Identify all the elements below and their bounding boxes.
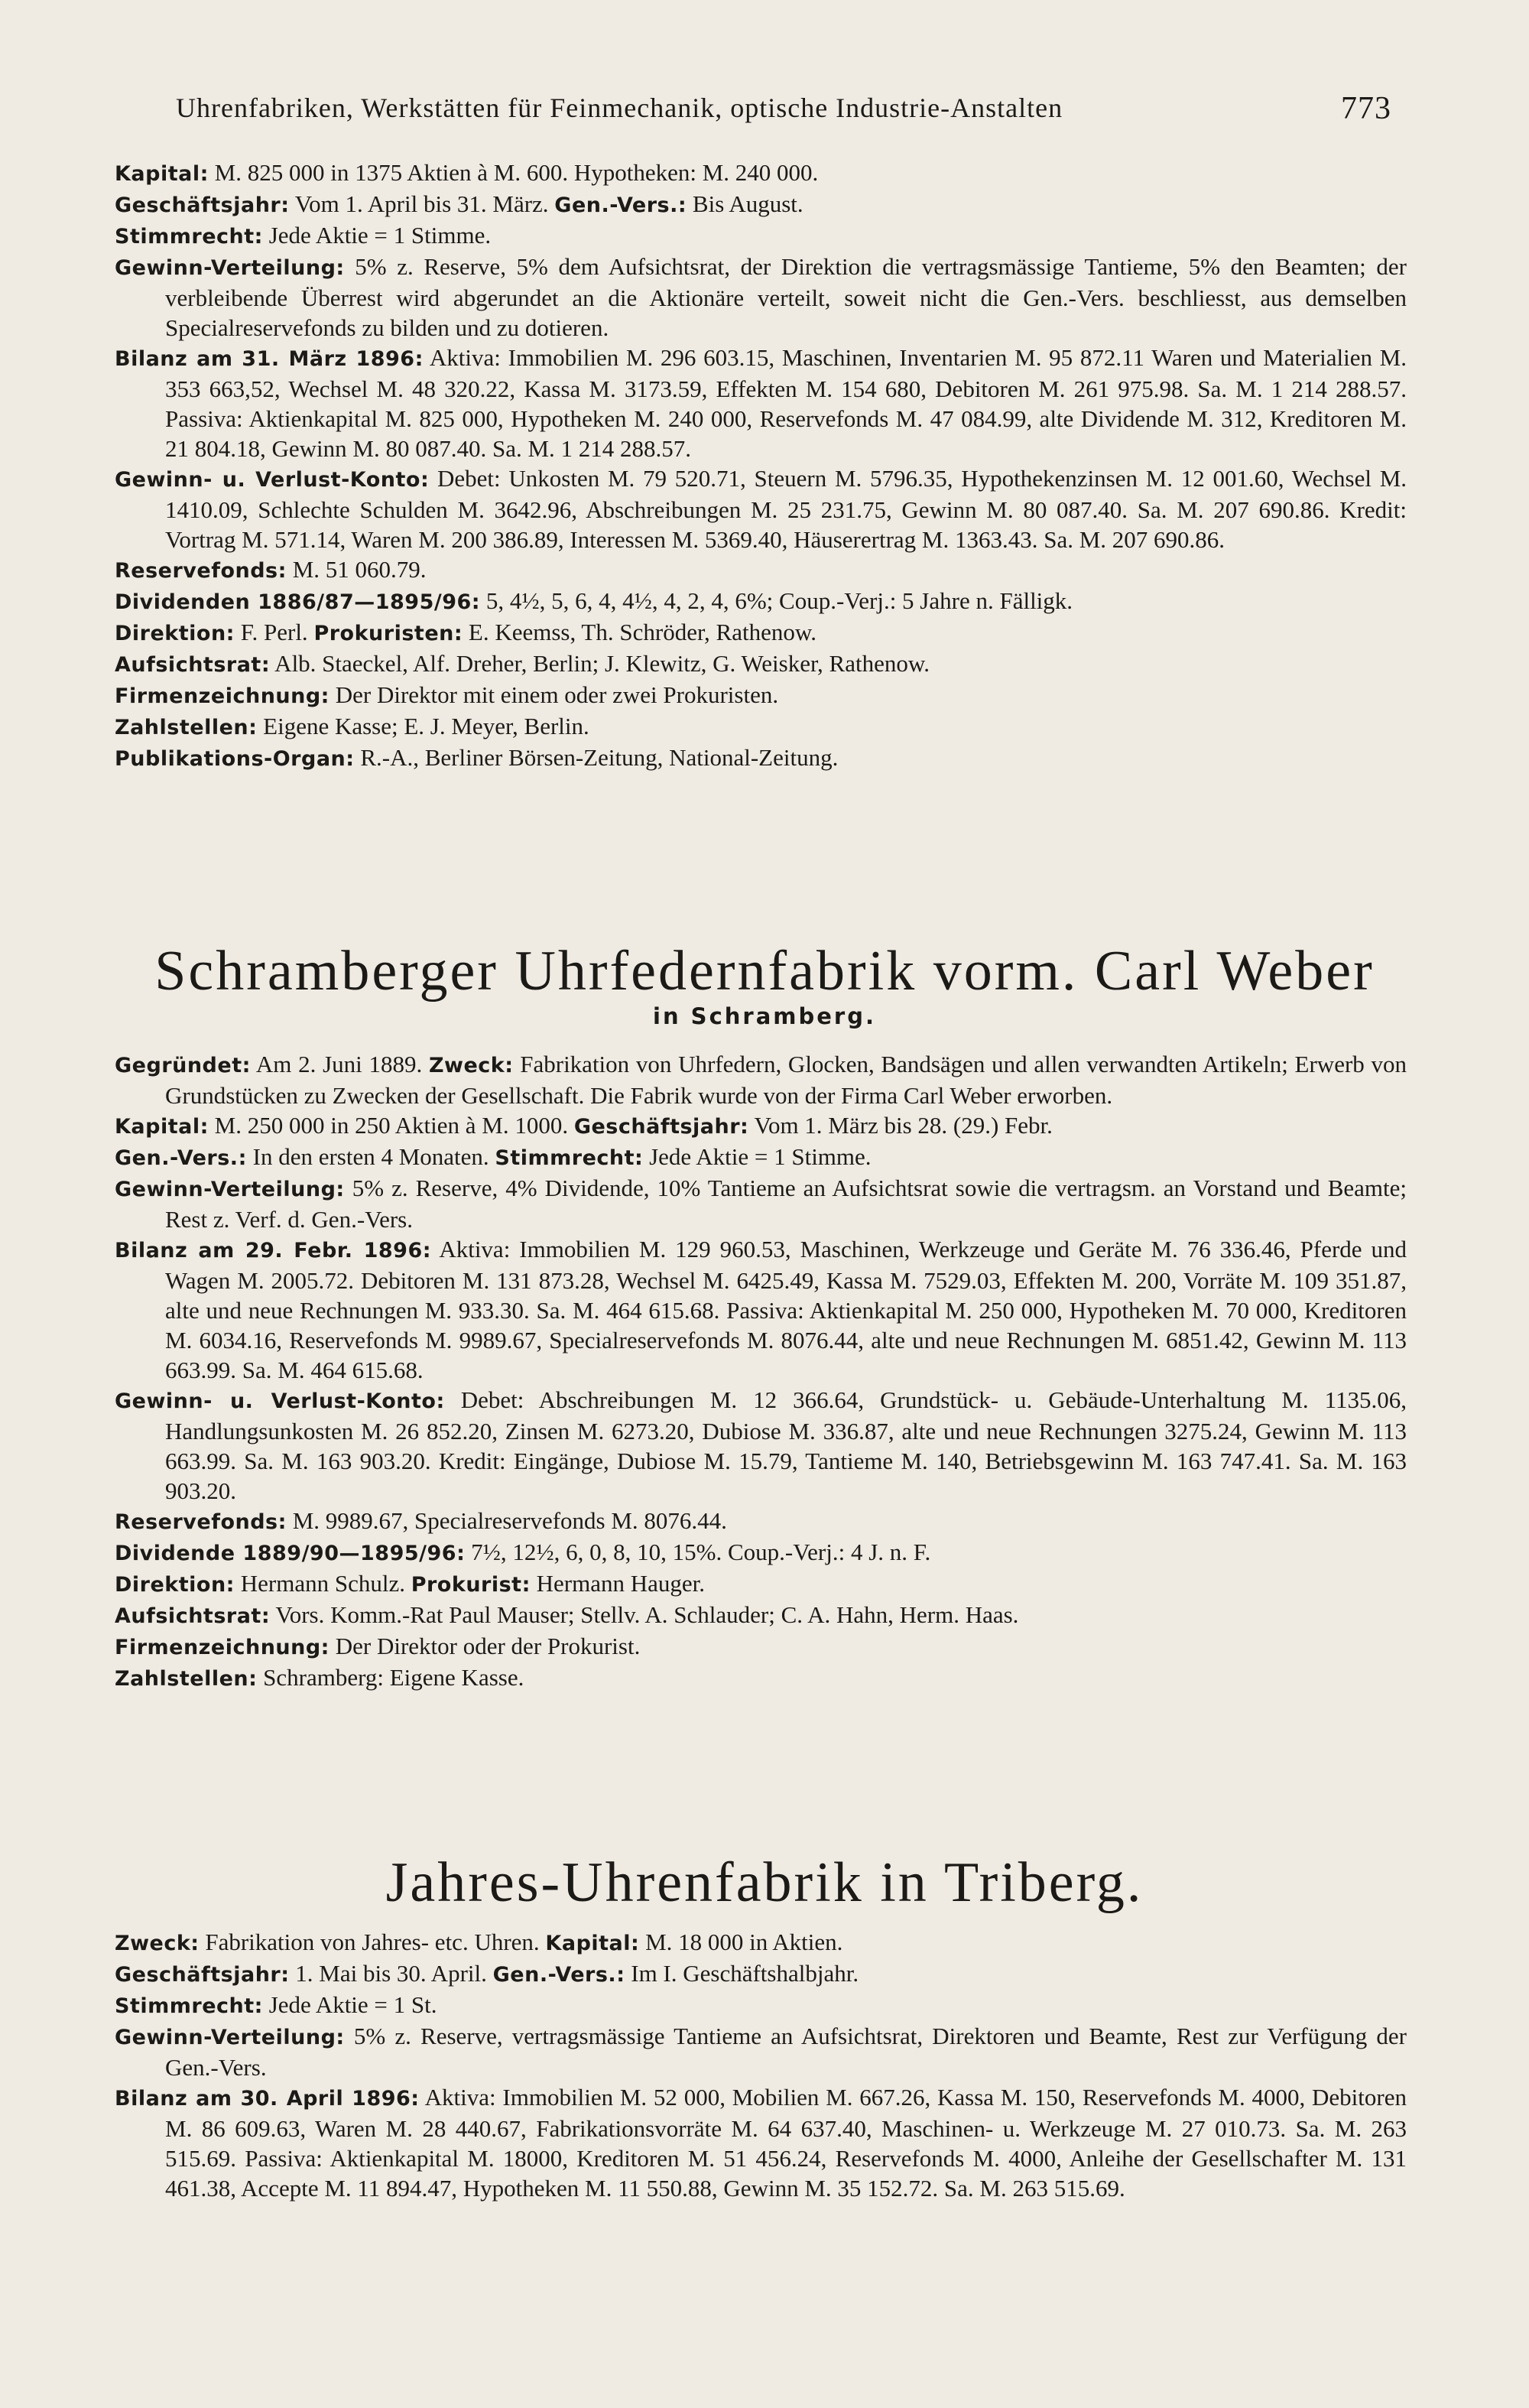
entry-key: Geschäftsjahr: — [573, 1115, 749, 1139]
entry-key: Kapital: — [115, 1115, 209, 1139]
entry-text: M. 51 060.79. — [286, 556, 427, 583]
section-schramberg — [115, 1049, 1407, 1694]
running-head — [176, 86, 1391, 132]
entry-key: Geschäftsjahr: — [115, 193, 290, 217]
entry-key: Zahlstellen: — [115, 1667, 258, 1691]
entry-key: Gewinn- u. Verlust-Konto: — [115, 468, 430, 492]
entry-gen-vers — [115, 1142, 1407, 1173]
entry-key: Gen.-Vers.: — [115, 1146, 247, 1170]
entry-gegruendet — [115, 1049, 1407, 1110]
company-title-triberg: Jahres-Uhrenfabrik in Triberg. — [385, 1851, 1144, 1914]
entry-stimmrecht — [115, 220, 1407, 252]
entry-key: Firmenzeichnung: — [115, 1636, 329, 1659]
page-number: 773 — [1341, 91, 1391, 126]
entry-key: Dividende 1889/90—1895/96: — [115, 1542, 466, 1565]
entry-kapital — [115, 1110, 1407, 1142]
entry-firmenzeichnung — [115, 680, 1407, 711]
entry-text: E. Keemss, Th. Schröder, Rathenow. — [463, 619, 816, 645]
entry-key: Gewinn- u. Verlust-Konto: — [115, 1389, 445, 1413]
entry-text: M. 825 000 in 1375 Aktien à M. 600. Hypotheken: M. 240 000. — [208, 159, 819, 186]
entry-geschaeftsjahr — [115, 1958, 1407, 1990]
entry-key: Gen.-Vers.: — [492, 1963, 625, 1987]
entry-zahlstellen — [115, 1662, 1407, 1694]
entry-dividenden — [115, 586, 1407, 617]
entry-key: Dividenden 1886/87—1895/96: — [115, 590, 481, 614]
entry-key: Aufsichtsrat: — [115, 1604, 271, 1628]
entry-text: M. 9989.67, Specialreservefonds M. 8076.44. — [286, 1507, 727, 1534]
entry-text: 1. Mai bis 30. April. — [289, 1960, 493, 1987]
entry-bilanz — [115, 2082, 1407, 2203]
entry-gewinn-verlust — [115, 1385, 1407, 1506]
entry-key: Firmenzeichnung: — [115, 684, 329, 708]
entry-gewinn-verteilung — [115, 252, 1407, 343]
entry-text: 5% z. Reserve, 5% dem Aufsichtsrat, der Direktion die vertragsmässige Tantieme, 5% den Beamten; der verbleibende Überrest wird abgerundet an die Aktionäre verteilt, soweit nicht die Gen.-Vers. beschliesst, aus demselben Specialreservefonds zu bilden und zu dotieren. — [165, 253, 1407, 341]
entry-text: Debet: Unkosten M. 79 520.71, Steuern M. 5796.35, Hypothekenzinsen M. 12 001.60, Wechsel M. 1410.09, Schlechte Schulden M. 3642.96, Abschreibungen M. 25 231.75, Gewinn M. 80 087.40. Sa. M. 207 690.86. Kredit: Vortrag M. 571.14, Waren M. 200 386.89, Interessen M. 5369.40, Häuserertrag M. 1363.43. Sa. M. 207 690.86. — [165, 465, 1407, 553]
entry-geschaeftsjahr — [115, 189, 1407, 220]
entry-key: Reservefonds: — [115, 559, 287, 583]
entry-key: Bilanz am 31. März 1896: — [115, 347, 424, 371]
company-subtitle-schramberg: in Schramberg. — [653, 1003, 876, 1029]
entry-gewinn-verteilung — [115, 1173, 1407, 1234]
entry-text: Hermann Schulz. — [234, 1570, 411, 1597]
entry-gewinn-verlust — [115, 463, 1407, 554]
entry-text: 5, 4½, 5, 6, 4, 4½, 4, 2, 4, 6%; Coup.-Verj.: 5 Jahre n. Fälligk. — [480, 587, 1073, 614]
section-triberg — [115, 1927, 1407, 2203]
company-title-schramberg: Schramberger Uhrfedernfabrik vorm. Carl Weber — [154, 940, 1375, 1003]
entry-kapital — [115, 158, 1407, 189]
entry-key: Stimmrecht: — [115, 225, 263, 249]
entry-reservefonds — [115, 1506, 1407, 1537]
entry-dividende — [115, 1537, 1407, 1568]
entry-text: Aktiva: Immobilien M. 52 000, Mobilien M. 667.26, Kassa M. 150, Reservefonds M. 4000, Debitoren M. 86 609.63, Waren M. 28 440.67, Fabrikationsvorräte M. 64 637.40, Maschinen- u. Werkzeuge M. 27 010.73. Sa. M. 263 515.69. Passiva: Aktienkapital M. 18000, Kreditoren M. 51 456.24, Reservefonds M. 4000, Anleihe der Gesellschafter M. 131 461.38, Accepte M. 11 894.47, Hypotheken M. 11 550.88, Gewinn M. 35 152.72. Sa. M. 263 515.69. — [165, 2084, 1407, 2202]
entry-text: Fabrikation von Jahres- etc. Uhren. — [199, 1929, 546, 1955]
entry-text: Schramberg: Eigene Kasse. — [257, 1664, 524, 1691]
entry-text: 7½, 12½, 6, 0, 8, 10, 15%. Coup.-Verj.: 4 J. n. F. — [465, 1539, 931, 1565]
entry-key: Stimmrecht: — [115, 1994, 263, 2018]
entry-key: Geschäftsjahr: — [115, 1963, 290, 1987]
entry-bilanz — [115, 1234, 1407, 1385]
entry-text: Fabrikation von Uhrfedern, Glocken, Bandsägen und allen verwandten Artikeln; Erwerb von Grundstücken zu Zwecken der Gesellschaft. Die Fabrik wurde von der Firma Carl Weber erworben. — [165, 1051, 1407, 1109]
entry-gewinn-verteilung — [115, 2021, 1407, 2082]
entry-aufsichtsrat — [115, 648, 1407, 680]
entry-key: Gen.-Vers.: — [554, 193, 687, 217]
entry-text: M. 250 000 in 250 Aktien à M. 1000. — [208, 1112, 574, 1139]
entry-bilanz — [115, 343, 1407, 463]
entry-text: 5% z. Reserve, vertragsmässige Tantieme an Aufsichtsrat, Direktoren und Beamte, Rest zur Verfügung der Gen.-Vers. — [165, 2023, 1407, 2081]
entry-key: Prokuristen: — [313, 622, 463, 645]
entry-text: In den ersten 4 Monaten. — [246, 1143, 495, 1170]
entry-key: Bilanz am 29. Febr. 1896: — [115, 1239, 432, 1262]
entry-key: Zahlstellen: — [115, 716, 258, 739]
entry-key: Publikations-Organ: — [115, 747, 355, 771]
entry-zahlstellen — [115, 711, 1407, 743]
entry-text: Im I. Geschäftshalbjahr. — [625, 1960, 859, 1987]
entry-text: Jede Aktie = 1 St. — [262, 1991, 437, 2018]
entry-stimmrecht — [115, 1990, 1407, 2021]
entry-publikations-organ — [115, 743, 1407, 774]
entry-key: Direktion: — [115, 622, 235, 645]
entry-key: Stimmrecht: — [495, 1146, 644, 1170]
entry-text: Der Direktor oder der Prokurist. — [329, 1633, 641, 1659]
entry-key: Kapital: — [115, 162, 209, 186]
entry-text: Alb. Staeckel, Alf. Dreher, Berlin; J. Klewitz, G. Weisker, Rathenow. — [270, 650, 930, 677]
entry-text: Eigene Kasse; E. J. Meyer, Berlin. — [257, 713, 589, 739]
entry-aufsichtsrat — [115, 1600, 1407, 1631]
entry-text: Aktiva: Immobilien M. 296 603.15, Maschinen, Inventarien M. 95 872.11 Waren und Materialien M. 353 663,52, Wechsel M. 48 320.22, Kassa M. 3173.59, Effekten M. 154 680, Debitoren M. 261 975.98. Sa. M. 1 214 288.57. Passiva: Aktienkapital M. 825 000, Hypotheken M. 240 000, Reservefonds M. 47 084.99, alte Dividende M. 312, Kreditoren M. 21 804.18, Gewinn M. 80 087.40. Sa. M. 1 214 288.57. — [165, 344, 1407, 462]
entry-direktion — [115, 1568, 1407, 1600]
header-title: Uhrenfabriken, Werkstätten für Feinmechanik, optische Industrie-Anstalten — [176, 93, 1063, 123]
entry-text: Hermann Hauger. — [530, 1570, 706, 1597]
entry-text: Vom 1. März bis 28. (29.) Febr. — [748, 1112, 1053, 1139]
entry-text: Der Direktor mit einem oder zwei Prokuristen. — [329, 681, 779, 708]
entry-text: Am 2. Juni 1889. — [250, 1051, 429, 1077]
entry-firmenzeichnung — [115, 1631, 1407, 1662]
entry-zweck — [115, 1927, 1407, 1958]
entry-key: Gewinn-Verteilung: — [115, 2026, 345, 2049]
entry-key: Kapital: — [545, 1932, 640, 1955]
entry-text: Jede Aktie = 1 Stimme. — [643, 1143, 872, 1170]
entry-text: Debet: Abschreibungen M. 12 366.64, Grundstück- u. Gebäude-Unterhaltung M. 1135.06, Handlungsunkosten M. 26 852.20, Zinsen M. 6273.20, Dubiose M. 336.87, alte und neue Rechnungen 3275.24, Gewinn M. 113 663.99. Sa. M. 163 903.20. Kredit: Eingänge, Dubiose M. 15.79, Tantieme M. 140, Betriebsgewinn M. 163 747.41. Sa. M. 163 903.20. — [165, 1386, 1407, 1504]
entry-key: Reservefonds: — [115, 1510, 287, 1534]
entry-text: M. 18 000 in Aktien. — [639, 1929, 843, 1955]
entry-text: Vom 1. April bis 31. März. — [289, 190, 555, 217]
entry-key: Bilanz am 30. April 1896: — [115, 2087, 420, 2111]
entry-key: Zweck: — [115, 1932, 200, 1955]
entry-key: Aufsichtsrat: — [115, 653, 271, 677]
entry-key: Direktion: — [115, 1573, 235, 1597]
entry-key: Prokurist: — [411, 1573, 531, 1597]
entry-text: Jede Aktie = 1 Stimme. — [262, 222, 492, 249]
entry-reservefonds — [115, 554, 1407, 586]
entry-direktion — [115, 617, 1407, 648]
entry-text: 5% z. Reserve, 4% Dividende, 10% Tantieme an Aufsichtsrat sowie die vertragsm. an Vorstand und Beamte; Rest z. Verf. d. Gen.-Vers. — [165, 1175, 1407, 1233]
entry-key: Zweck: — [428, 1054, 514, 1077]
section-continued — [115, 158, 1407, 774]
entry-key: Gewinn-Verteilung: — [115, 256, 345, 280]
entry-text: Aktiva: Immobilien M. 129 960.53, Maschinen, Werkzeuge und Geräte M. 76 336.46, Pferde und Wagen M. 2005.72. Debitoren M. 131 873.28, Wechsel M. 6425.49, Kassa M. 7529.03, Effekten M. 200, Vorräte M. 109 351.87, alte und neue Rechnungen M. 933.30. Sa. M. 464 615.68. Passiva: Aktienkapital M. 250 000, Hypotheken M. 70 000, Kreditoren M. 6034.16, Reservefonds M. 9989.67, Specialreservefonds M. 8076.44, alte und neue Rechnungen M. 6851.42, Gewinn M. 113 663.99. Sa. M. 464 615.68. — [165, 1236, 1407, 1383]
entry-key: Gegründet: — [115, 1054, 251, 1077]
entry-text: F. Perl. — [234, 619, 314, 645]
entry-key: Gewinn-Verteilung: — [115, 1178, 345, 1201]
entry-text: Vors. Komm.-Rat Paul Mauser; Stellv. A. Schlauder; C. A. Hahn, Herm. Haas. — [270, 1601, 1019, 1628]
entry-text: Bis August. — [687, 190, 803, 217]
entry-text: R.-A., Berliner Börsen-Zeitung, National-Zeitung. — [354, 744, 839, 771]
